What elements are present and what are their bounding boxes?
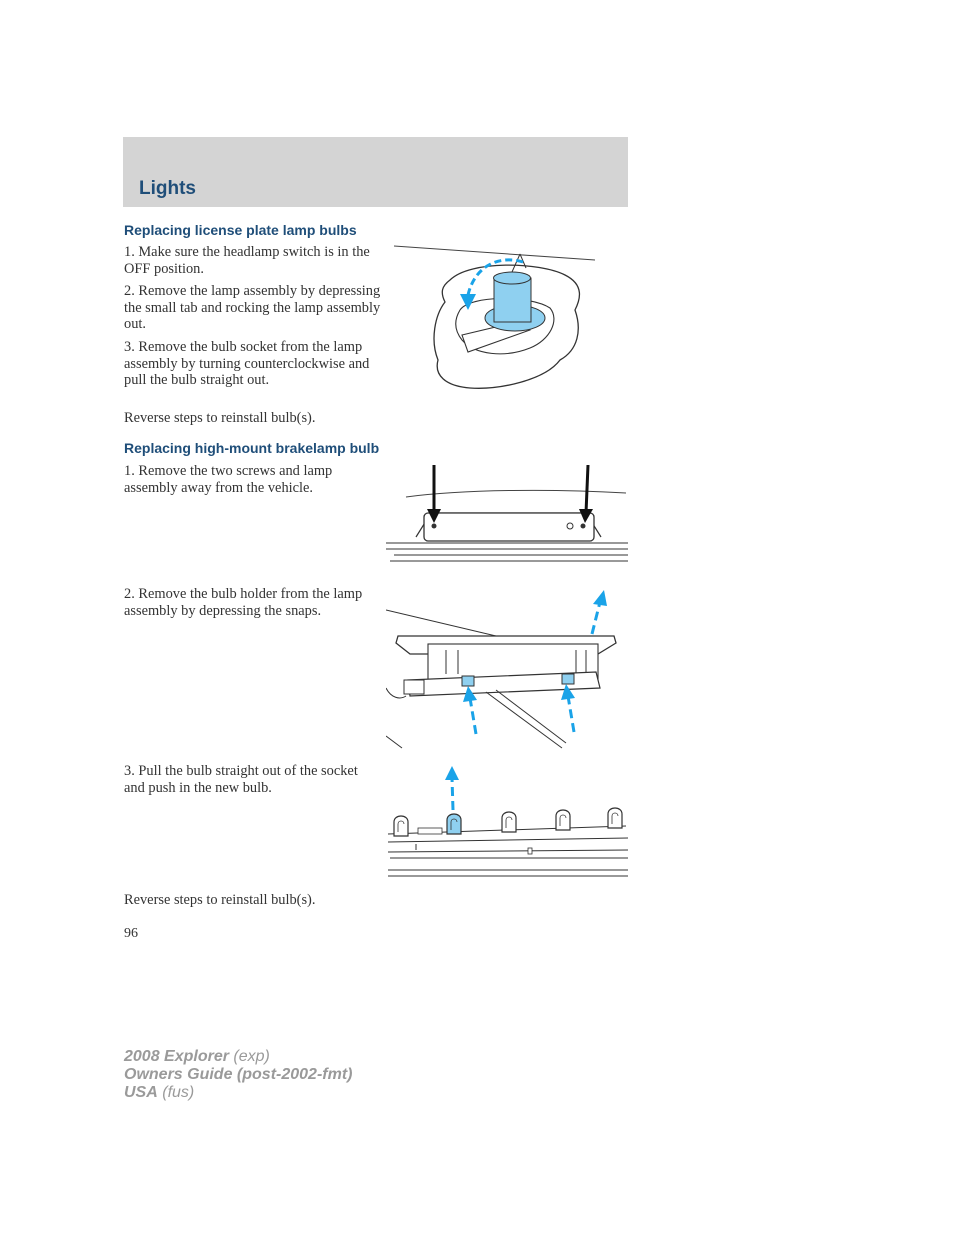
license-step-3: 3. Remove the bulb socket from the lamp assembly by turning counterclockwise and pull the bulb straight out.	[124, 339, 370, 388]
page-number: 96	[124, 926, 138, 941]
section-header-band	[123, 137, 628, 207]
brakelamp-screws-illustration	[386, 463, 628, 565]
footer-guide: Owners Guide (post-2002-fmt)	[124, 1066, 353, 1083]
brakelamp-bulb-holder-illustration	[386, 588, 622, 750]
brakelamp-step-2: 2. Remove the bulb holder from the lamp assembly by depressing the snaps.	[124, 586, 363, 619]
footer-line-2	[124, 1066, 352, 1084]
license-reverse-note: Reverse steps to reinstall bulb(s).	[124, 410, 316, 426]
section-title: Lights	[139, 178, 196, 199]
footer	[124, 1048, 352, 1102]
brakelamp-heading: Replacing high-mount brakelamp bulb	[124, 440, 380, 456]
footer-model: 2008 Explorer	[124, 1048, 229, 1065]
footer-market-code: (fus)	[162, 1084, 195, 1101]
brakelamp-reverse-note: Reverse steps to reinstall bulb(s).	[124, 892, 316, 908]
brakelamp-bulb-replace-illustration	[386, 764, 630, 880]
license-step-2: 2. Remove the lamp assembly by depressing the small tab and rocking the lamp assembly out.	[124, 283, 381, 332]
license-plate-heading: Replacing license plate lamp bulbs	[124, 222, 357, 238]
footer-market: USA	[124, 1084, 158, 1101]
footer-line-3	[124, 1084, 352, 1102]
footer-line-1	[124, 1048, 352, 1066]
license-step-1: 1. Make sure the headlamp switch is in the OFF position.	[124, 244, 370, 277]
brakelamp-step-1: 1. Remove the two screws and lamp assembly away from the vehicle.	[124, 463, 333, 496]
license-lamp-illustration	[390, 240, 600, 405]
footer-model-code: (exp)	[233, 1048, 270, 1065]
brakelamp-step-3: 3. Pull the bulb straight out of the socket and push in the new bulb.	[124, 763, 358, 796]
